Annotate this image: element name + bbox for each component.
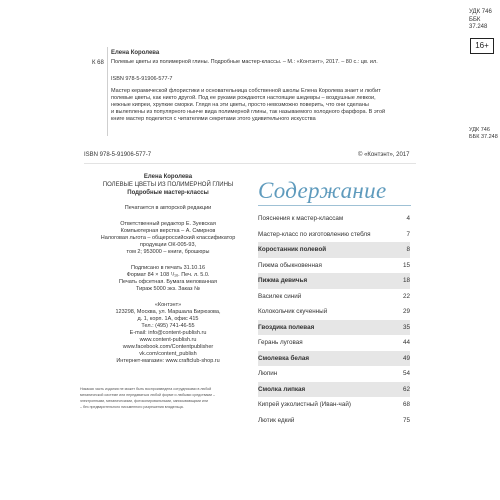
legal-notice <box>80 386 256 410</box>
colophon-author: Елена Королева <box>143 174 193 180</box>
toc-entry-page: 18 <box>402 277 410 284</box>
catalog-entry: Полевые цветы из полимерной глины. Подробные мастер-классы. – М.: «Контэнт», 2017. – 80 с.: цв. ил. <box>111 59 378 65</box>
toc-entry-page: 8 <box>406 246 410 253</box>
toc-entry[interactable] <box>258 335 410 351</box>
page-separator <box>84 163 416 164</box>
toc-entry-label: Смолевка белая <box>258 354 310 362</box>
publisher-line: Тел.: (495) 741-46-55 <box>141 323 195 329</box>
toc-entry[interactable] <box>258 382 410 398</box>
toc-entry-page: 22 <box>402 292 410 300</box>
udk-code-bottom: УДК 746 <box>469 127 490 133</box>
copyright: © «Контэнт», 2017 <box>358 152 410 158</box>
legal-line: – без предварительного письменного разрешения владельца. <box>80 405 184 409</box>
legal-line: Никакая часть издания не может быть воспроизведена сотрудниками в любой <box>80 387 212 391</box>
toc-entry[interactable] <box>258 227 410 243</box>
udk-code: УДК 746 <box>469 9 492 15</box>
annotation <box>111 88 491 123</box>
imprint-divider <box>107 47 108 136</box>
toc-entry[interactable] <box>258 289 410 305</box>
toc-entry-page: 62 <box>402 385 410 393</box>
toc-entry[interactable] <box>258 366 410 382</box>
credit-line: продукции ОК-005-93, <box>139 242 197 248</box>
publisher-line: 123298, Москва, ул. Маршала Бирюзова, <box>115 309 221 315</box>
edition-note: Печатается в авторской редакции <box>124 205 212 211</box>
annotation-line: книге мастер поделится с читателями секретами этого удивительного искусства <box>111 116 316 122</box>
toc-entry-page: 7 <box>406 230 410 238</box>
credit-line: Ответственный редактор Е. Зуевская <box>120 221 216 227</box>
bbk-code-bottom: ББК 37.248 <box>469 134 498 140</box>
publisher-email[interactable]: E-mail: info@content-publish.ru <box>129 330 207 336</box>
credit-line: Компьютерная верстка – А. Смирнов <box>120 228 216 234</box>
annotation-line: Мастер керамической флористики и основательница собственной школы Елена Королева знает и любит <box>111 88 381 94</box>
annotation-line: и вылеплены из популярного нынче вида полимерной глины, так называемого холодного фарфора. В этой <box>111 109 386 115</box>
toc-entry-label: Люпин <box>258 370 278 377</box>
vk-link[interactable]: vk.com/content_publish <box>139 351 197 357</box>
catalog-index: К 68 <box>92 60 104 66</box>
toc-entry-page: 49 <box>402 354 410 362</box>
toc-entry-label: Коростанник полевой <box>258 246 327 253</box>
isbn-bottom: ISBN 978-5-91906-577-7 <box>84 152 152 158</box>
colophon-subtitle: Подробные мастер-классы <box>127 190 209 196</box>
publisher-line: «Контэнт» <box>154 302 182 308</box>
toc-entry-page: 35 <box>402 323 410 331</box>
toc-list <box>258 211 410 428</box>
age-rating-badge: 16+ <box>470 38 494 54</box>
imprint-author: Елена Королева <box>111 50 160 56</box>
toc-entry-page: 15 <box>402 261 410 269</box>
toc-entry-label: Гвоздика полевая <box>258 323 315 331</box>
publisher-website-link[interactable]: www.content-publish.ru <box>139 337 197 343</box>
toc-entry-page: 68 <box>402 401 410 408</box>
toc-entry-page: 75 <box>402 416 410 424</box>
toc-entry[interactable] <box>258 397 410 413</box>
legal-line: механической системе или передаваться любой форме и любыми средствами – <box>80 393 216 397</box>
bbk-code: ББК 37.248 <box>469 17 488 30</box>
toc-entry-label: Лютик едкий <box>258 416 295 424</box>
toc-entry-label: Смолка липкая <box>258 385 306 393</box>
toc-entry-label: Колокольчик скученный <box>258 308 328 315</box>
print-line: Формат 84 × 108 ¹/₁₆. Печ. л. 5.0. <box>126 272 210 278</box>
toc-entry-label: Василек синий <box>258 292 302 300</box>
credit-line: Налоговая льгота – общероссийский классификатор <box>100 235 236 241</box>
toc-entry[interactable] <box>258 351 410 367</box>
legal-line: электронными, механическими, фотокопировальными, записывающими или <box>80 399 209 403</box>
toc-entry-page: 44 <box>402 339 410 346</box>
toc-entry-label: Пояснения к мастер-классам <box>258 215 344 222</box>
imprint-isbn: ISBN 978-5-91906-577-7 <box>111 76 173 82</box>
annotation-line: нежные кипреи, хрупкие сморки. Глядя на эти цветы, просто невозможно поверить, что они сделаны <box>111 102 369 108</box>
toc-title: Содержание <box>258 178 387 203</box>
publisher-line: д. 1, корп. 1А, офис 415 <box>137 316 199 322</box>
toc-entry[interactable] <box>258 211 410 227</box>
toc-entry-page: 54 <box>402 370 410 377</box>
credits-block <box>82 221 254 256</box>
toc-entry-label: Кипрей узколистный (Иван-чай) <box>258 401 351 408</box>
publisher-block <box>82 302 254 365</box>
toc-entry[interactable] <box>258 320 410 336</box>
facebook-link[interactable]: www.facebook.com/Contentpublisher <box>122 344 214 350</box>
annotation-line: полевые цветы, как никто другой. Под ее руками рождаются настоящие шедевры – воздушные левкои, <box>111 95 376 101</box>
toc-entry[interactable] <box>258 242 410 258</box>
toc-entry-label: Пижма обыкновенная <box>258 261 322 269</box>
toc-title-underline <box>258 205 411 206</box>
credit-line: том 2; 953000 – книги, брошюры <box>126 249 210 255</box>
toc-entry-label: Пижма девичья <box>258 277 308 284</box>
toc-entry[interactable] <box>258 413 410 429</box>
toc-entry[interactable] <box>258 304 410 320</box>
toc-entry[interactable] <box>258 273 410 289</box>
toc-entry-label: Герань луговая <box>258 339 303 346</box>
colophon-title: ПОЛЕВЫЕ ЦВЕТЫ ИЗ ПОЛИМЕРНОЙ ГЛИНЫ <box>102 182 234 188</box>
print-line: Тираж 5000 экз. Заказ № <box>136 286 200 292</box>
toc-entry-page: 4 <box>406 215 410 222</box>
print-line: Подписано в печать 31.10.16 <box>130 265 205 271</box>
toc-entry-page: 29 <box>402 308 410 315</box>
toc-entry[interactable] <box>258 258 410 274</box>
print-info-block <box>82 265 254 293</box>
colophon <box>82 173 254 365</box>
print-line: Печать офсетная. Бумага мелованная <box>119 279 217 285</box>
toc-entry-label: Мастер-класс по изготовлению стебля <box>258 230 371 238</box>
shop-link[interactable]: Интернет-магазин: www.craftclub-shop.ru <box>116 358 220 364</box>
